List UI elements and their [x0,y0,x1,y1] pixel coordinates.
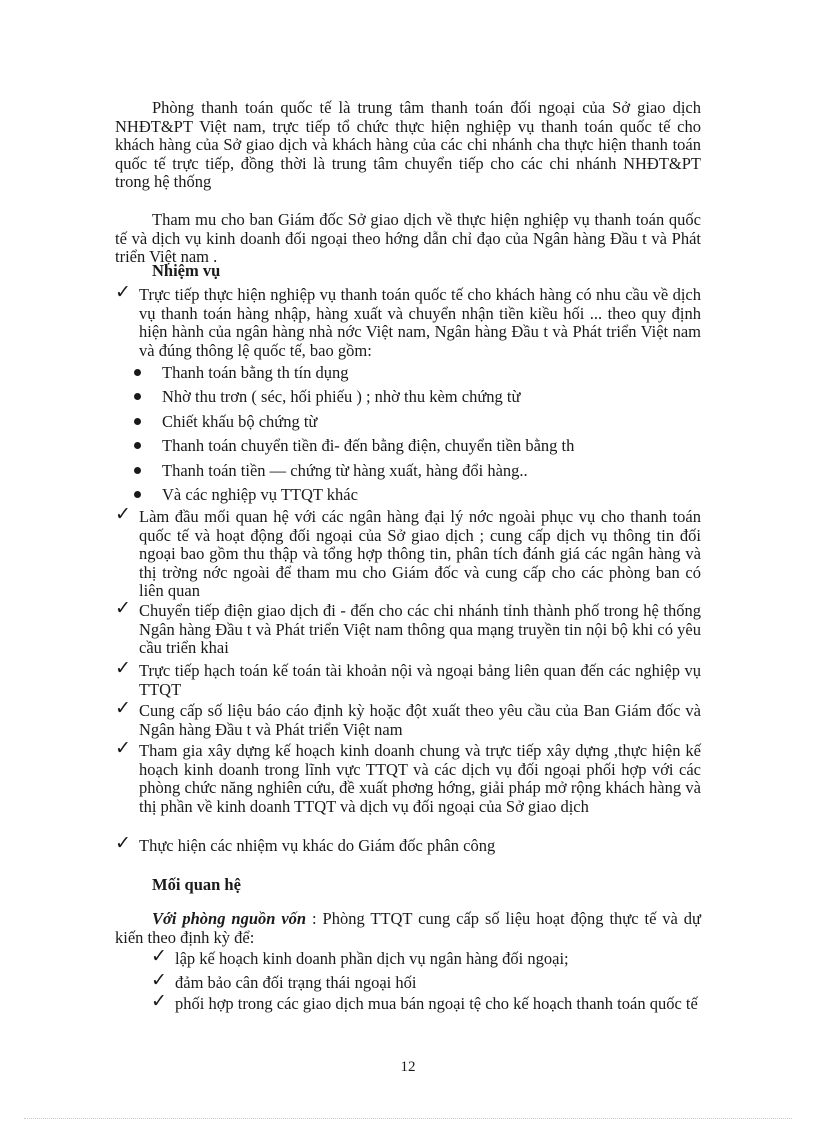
duty-bullet-3 [134,413,694,432]
bullet-dot-icon [134,393,141,400]
bullet-dot-icon [134,418,141,425]
duty-item-6 [115,738,701,816]
checkmark-icon: ✓ [115,658,131,679]
relations-lead-emphasis: Với phòng nguồn vốn [152,909,307,928]
intro-paragraph-1: Phòng thanh toán quốc tế là trung tâm thanh toán đối ngoại của Sở giao dịch NHĐT&PT Việt nam, trực tiếp tổ chức thực hiện nghiệp vụ thanh toán quốc tế cho khách hàng của Sở giao dịch và khách hàng của các chi nhánh cha thực hiện thanh toán quốc tế trực tiếp, đồng thời là trung tâm chuyển tiếp cho các chi nhánh NHĐT&PT trong hệ thống [115,98,701,191]
checkmark-icon: ✓ [115,698,131,719]
duty-item-4-text: Trực tiếp hạch toán kế toán tài khoản nội và ngoại bảng liên quan đến các nghiệp vụ TTQT [139,661,701,699]
duty-bullet-5 [134,462,694,481]
bullet-dot-icon [134,467,141,474]
duty-item-1-text: Trực tiếp thực hiện nghiệp vụ thanh toán quốc tế cho khách hàng có nhu cầu về dịch vụ thanh toán hàng nhập, hàng xuất và chuyển nhận tiền kiều hối ... theo quy định hiện hành của ngân hàng nhà nớc Việt nam, Ngân hàng Đầu t và Phát triển Việt nam và đúng thông lệ quốc tế, bao gồm: [139,285,701,360]
duty-bullet-text: Chiết khấu bộ chứng từ [162,412,318,431]
duty-item-5-text: Cung cấp số liệu báo cáo định kỳ hoặc đột xuất theo yêu cầu của Ban Giám đốc và Ngân hàng Đầu t và Phát triển Việt nam [139,701,701,739]
intro-paragraph-2: Tham mu cho ban Giám đốc Sở giao dịch về thực hiện nghiệp vụ thanh toán quốc tế và dịch vụ kinh doanh đối ngoại theo hớng dẫn chỉ đạo của Ngân hàng Đầu t và Phát triển Việt nam . [115,210,701,266]
duty-item-5 [115,698,701,739]
relation-item-text: lập kế hoạch kinh doanh phần dịch vụ ngân hàng đối ngoại; [175,949,569,968]
duty-item-2-text: Làm đầu mối quan hệ với các ngân hàng đại lý nớc ngoài phục vụ cho thanh toán quốc tế và hoạt động đối ngoại của Sở giao dịch ; cung cấp dịch vụ thông tin đối ngoại bao gồm thu thập và tổng hợp thông tin, phân tích đánh giá các ngân hàng và thị trờng nớc ngoài để tham mu cho Giám đốc và cung cấp cho các phòng ban có liên quan [139,507,701,600]
duty-item-4 [115,658,701,699]
relations-heading: Mối quan hệ [152,875,241,894]
checkmark-icon: ✓ [115,504,131,525]
relations-lead-paragraph [115,910,701,947]
bullet-dot-icon [134,369,141,376]
relations-lead-text: : Phòng TTQT cung cấp số liệu hoạt động thực tế và dự kiến theo định kỳ để: [115,909,702,947]
duty-item-6-text: Tham gia xây dựng kế hoạch kinh doanh chung và trực tiếp xây dựng ,thực hiện kế hoạch kinh doanh trong lĩnh vực TTQT và các dịch vụ đối ngoại phối hợp với các phòng chức năng nghiên cứu, đề xuất phơng hớng, giải pháp mở rộng khách hàng và thị phần về kinh doanh TTQT và dịch vụ đối ngoại của Sở giao dịch [139,741,701,816]
duty-bullet-text: Nhờ thu trơn ( séc, hối phiếu ) ; nhờ thu kèm chứng từ [162,387,521,406]
duties-heading: Nhiệm vụ [152,261,221,280]
footer-divider [24,1118,792,1119]
duty-bullet-6 [134,486,694,505]
page-number: 12 [400,1059,416,1075]
checkmark-icon: ✓ [151,946,167,967]
duty-item-7-text: Thực hiện các nhiệm vụ khác do Giám đốc phân công [139,836,496,855]
relation-item-text: phối hợp trong các giao dịch mua bán ngoại tệ cho kế hoạch thanh toán quốc tế [175,994,698,1013]
checkmark-icon: ✓ [115,282,131,303]
checkmark-icon: ✓ [115,833,131,854]
duty-bullet-text: Thanh toán chuyển tiền đi- đến bằng điện, chuyển tiền bằng th [162,436,575,455]
duty-bullet-text: Và các nghiệp vụ TTQT khác [162,485,358,504]
duty-item-7 [115,833,701,856]
relation-item-1 [151,946,701,969]
relation-item-text: đảm bảo cân đối trạng thái ngoại hối [175,973,417,992]
checkmark-icon: ✓ [115,598,131,619]
duty-item-1 [115,282,701,360]
checkmark-icon: ✓ [151,991,167,1012]
checkmark-icon: ✓ [115,738,131,759]
bullet-dot-icon [134,491,141,498]
duty-bullet-1 [134,364,694,383]
duty-item-3 [115,598,701,658]
relation-item-2 [151,970,701,993]
checkmark-icon: ✓ [151,970,167,991]
duty-bullet-text: Thanh toán bằng th tín dụng [162,363,349,382]
duty-item-3-text: Chuyển tiếp điện giao dịch đi - đến cho các chi nhánh tỉnh thành phố trong hệ thống Ngân hàng Đầu t và Phát triển Việt nam thông qua mạng truyền tin nội bộ khi có yêu cầu triển khai [139,601,701,657]
duty-bullet-2 [134,388,694,407]
duty-bullet-text: Thanh toán tiền — chứng từ hàng xuất, hàng đổi hàng.. [162,461,528,480]
duty-bullet-4 [134,437,694,456]
bullet-dot-icon [134,442,141,449]
duty-item-2 [115,504,701,601]
relation-item-3 [151,991,701,1014]
